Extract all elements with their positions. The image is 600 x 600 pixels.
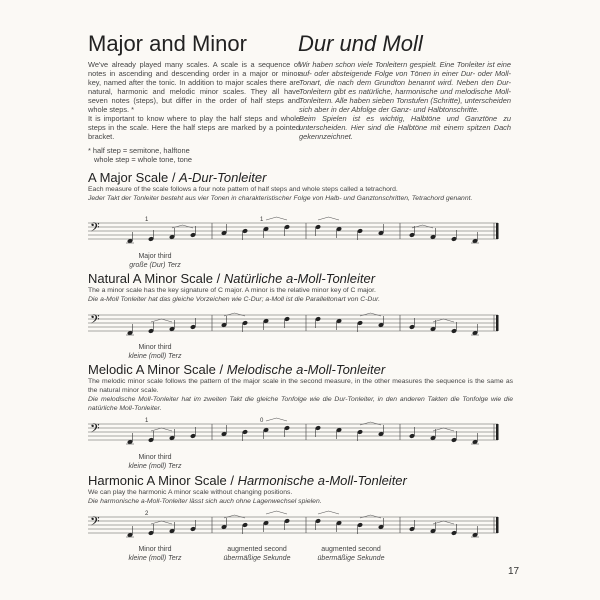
fingering-number: 1 <box>145 217 149 223</box>
title-en: Natural A Minor Scale / <box>88 271 224 286</box>
music-staff <box>88 306 513 336</box>
half-step-bracket <box>224 515 245 518</box>
section-title <box>88 473 513 488</box>
half-step-bracket <box>318 511 339 514</box>
section-title <box>88 271 513 286</box>
final-barline <box>496 315 499 331</box>
text-de: Die melodische Moll-Tonleiter hat im zweiten Takt die gleiche Tonfolge wie die Dur-Tonleiter, in den anderen Takten die Tonfolge wie die natürliche Moll-Tonleiter. <box>88 396 513 412</box>
title-en: Major and Minor <box>88 31 247 56</box>
half-step-bracket <box>412 225 433 228</box>
title-de: A-Dur-Tonleiter <box>179 170 267 185</box>
half-step-bracket <box>360 313 381 316</box>
text-de: Die harmonische a-Moll-Tonleiter lässt sich auch ohne Lagenwechsel spielen. <box>88 498 322 505</box>
interval-label: Minor third kleine (moll) Terz <box>128 546 182 562</box>
augmented-second-label-2: augmented second übermäßige Sekunde <box>317 546 385 562</box>
final-barline <box>496 223 499 239</box>
title-de: Harmonische a-Moll-Tonleiter <box>237 473 407 488</box>
half-step-bracket <box>151 319 172 322</box>
music-staff <box>88 508 513 538</box>
text-en: The a minor scale has the key signature of C major. A minor is the relative minor key of C major. <box>88 287 376 294</box>
half-step-bracket <box>266 418 287 421</box>
half-step-bracket <box>151 428 172 431</box>
intro-en-p1: We've already played many scales. A scale is a sequence of notes in ascending and descending order in a major or minor key, named after the tonic. In addition to major scales there are natural, harmonic and melodic minor scales. They all have seven notes (steps), but differ in the order of half steps and whole steps. * <box>88 60 300 114</box>
section-natural-minor <box>88 271 513 360</box>
intro-en-p2: It is important to know where to play the half steps and whole steps in the scale. Here the half steps are marked by a pointed bracket. <box>88 114 300 141</box>
half-step-bracket <box>433 319 454 322</box>
title-de: Melodische a-Moll-Tonleiter <box>226 362 386 377</box>
section-melodic-minor <box>88 362 513 470</box>
title-en: Melodic A Minor Scale / <box>88 362 227 377</box>
section-title <box>88 362 513 377</box>
text-de: Jeder Takt der Tonleiter besteht aus vier Tonen in charakteristischer Folge von Halb- und Ganztonschritten, Tetrachord genannt. <box>88 195 473 202</box>
text-en: We can play the harmonic A minor scale without changing positions. <box>88 489 293 496</box>
title-de: Dur und Moll <box>298 31 423 56</box>
intro-de-p1: Wir haben schon viele Tonleitern gespielt. Eine Tonleiter ist eine auf- oder absteigende Folge von Tönen in einer Dur- oder Moll-Tonart, die nach dem Grundton benannt wird. Neben den Dur-Tonleitern gibt es natürliche, harmonische und melodische Moll-Tonleitern. Alle haben sieben Tonstufen (Schritte), unterscheiden sich aber in der Abfolge der Ganz- und Halbtonschritte. <box>299 60 511 114</box>
half-step-bracket <box>224 313 245 316</box>
half-step-bracket <box>318 217 339 220</box>
text-de: Die a-Moll Tonleiter hat das gleiche Vorzeichen wie C-Dur; a-Moll ist die Paralleltonart von C-Dur. <box>88 296 381 303</box>
intro-de <box>299 60 511 141</box>
footnote-2: whole step = whole tone, tone <box>94 155 192 164</box>
interval-label: Minor third kleine (moll) Terz <box>128 344 182 360</box>
bass-clef-icon: 𝄢 <box>90 221 100 238</box>
half-step-bracket <box>266 217 287 220</box>
page-number: 17 <box>508 566 520 577</box>
augmented-second-label-1: augmented second übermäßige Sekunde <box>223 546 291 562</box>
intro-en <box>88 60 300 164</box>
music-staff <box>88 214 513 244</box>
title-en: A Major Scale / <box>88 170 180 185</box>
final-barline <box>496 424 499 440</box>
half-step-bracket <box>433 428 454 431</box>
interval-label: Minor third kleine (moll) Terz <box>128 454 182 470</box>
half-step-bracket <box>151 521 172 524</box>
fingering-number: 1 <box>260 217 264 223</box>
half-step-bracket <box>360 422 381 425</box>
section-harmonic-minor <box>88 473 513 562</box>
text-en: Each measure of the scale follows a four note pattern of half steps and whole steps called a tetrachord. <box>88 186 398 193</box>
final-barline <box>496 517 499 533</box>
intro-de-p2: Beim Spielen ist es wichtig, Halbtöne und Ganztöne zu unterscheiden. Hier sind die Halbtöne mit einem spitzen Dach gekennzeichnet. <box>299 114 511 141</box>
fingering-number: 0 <box>260 418 264 424</box>
title-de: Natürliche a-Moll-Tonleiter <box>223 271 376 286</box>
bass-clef-icon: 𝄢 <box>90 515 100 532</box>
fingering-number: 1 <box>145 418 149 424</box>
half-step-bracket <box>266 511 287 514</box>
interval-label: Major third große (Dur) Terz <box>129 253 181 269</box>
title-en: Harmonic A Minor Scale / <box>88 473 238 488</box>
half-step-bracket <box>360 515 381 518</box>
section-title <box>88 170 513 185</box>
music-staff <box>88 415 513 445</box>
section-a-major <box>88 170 513 269</box>
text-en: The melodic minor scale follows the pattern of the major scale in the second measure, in the other measures the sequence is the same as the natural minor scale. <box>88 378 513 394</box>
fingering-number: 2 <box>145 511 149 517</box>
bass-clef-icon: 𝄢 <box>90 422 100 439</box>
half-step-bracket <box>433 521 454 524</box>
bass-clef-icon: 𝄢 <box>90 313 100 330</box>
half-step-bracket <box>172 225 193 228</box>
footnote-1: * half step = semitone, halftone <box>88 146 190 155</box>
